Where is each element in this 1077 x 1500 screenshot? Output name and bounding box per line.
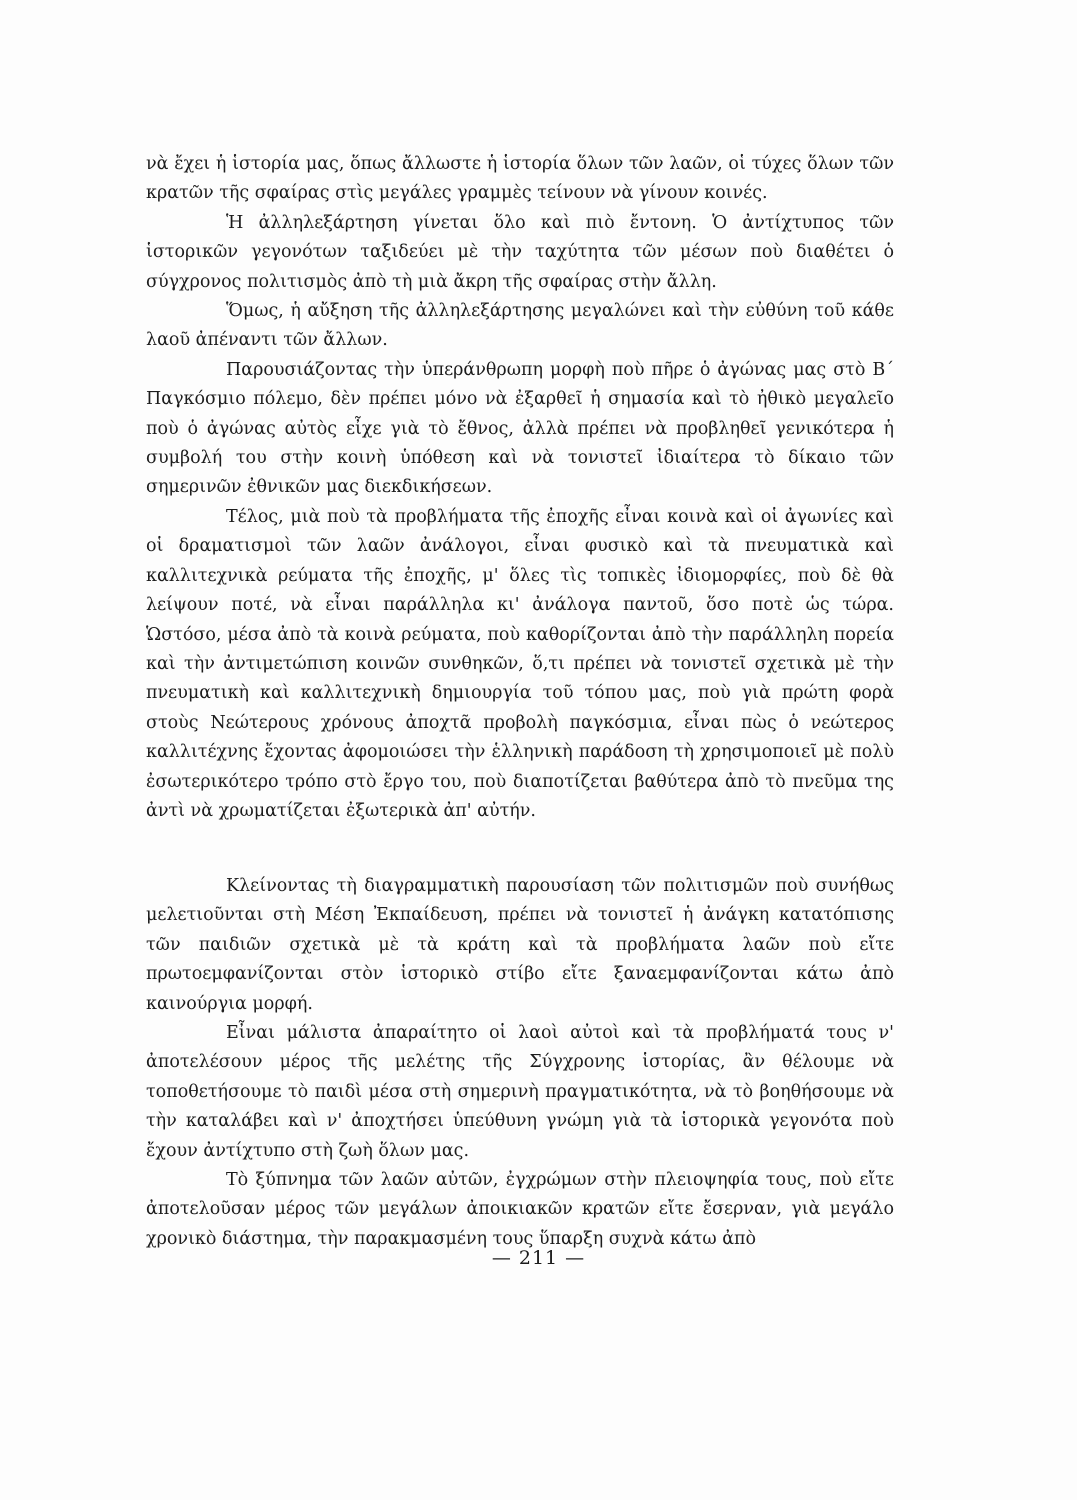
paragraph: νὰ ἔχει ἡ ἱστορία μας, ὅπως ἄλλωστε ἡ ἱστορία ὅλων τῶν λαῶν, οἱ τύχες ὅλων τῶν κρατῶν τῆς σφαίρας στὶς μεγάλες γραμμὲς τείνουν νὰ γίνουν κοινές. — [146, 154, 894, 204]
text-section-1 — [146, 150, 894, 826]
paragraph: Τὸ ξύπνημα τῶν λαῶν αὐτῶν, ἐγχρώμων στὴν πλειοψηφία τους, ποὺ εἴτε ἀποτελοῦσαν μέρος τῶν μεγάλων ἀποικιακῶν κρατῶν εἴτε ἔσερναν, γιὰ μεγάλο χρονικὸ διάστημα, τὴν παρακμασμένη τους ὕπαρξη συχνὰ κάτω ἀπὸ — [146, 1170, 894, 1249]
paragraph: Τέλος, μιὰ ποὺ τὰ προβλήματα τῆς ἐποχῆς εἶναι κοινὰ καὶ οἱ ἀγωνίες καὶ οἱ δραματισμοὶ τῶν λαῶν ἀνάλογοι, εἶναι φυσικὸ καὶ τὰ πνευματικὰ καὶ καλλιτεχνικὰ ρεύματα τῆς ἐποχῆς, μ' ὅλες τὶς τοπικὲς ἰδιομορφίες, ποὺ δὲ θὰ λείψουν ποτέ, νὰ εἶναι παράλληλα κι' ἀνάλογα παντοῦ, ὅσο ποτὲ ὡς τώρα. Ὡστόσο, μέσα ἀπὸ τὰ κοινὰ ρεύματα, ποὺ καθορίζονται ἀπὸ τὴν παράλληλη πορεία καὶ τὴν ἀντιμετώπιση κοινῶν συνθηκῶν, ὅ,τι πρέπει νὰ τονιστεῖ σχετικὰ μὲ τὴν πνευματικὴ καὶ καλλιτεχνικὴ δημιουργία τοῦ τόπου μας, ποὺ γιὰ πρώτη φορὰ στοὺς Νεώτερους χρόνους ἀποχτᾶ προβολὴ παγκόσμια, εἶναι πὼς ὁ νεώτερος καλλιτέχνης ἔχοντας ἀφομοιώσει τὴν ἑλληνικὴ παράδοση τὴ χρησιμοποιεῖ μὲ πολὺ ἐσωτερικότερο τρόπο στὸ ἔργο του, ποὺ διαποτίζεται βαθύτερα ἀπὸ τὸ πνεῦμα της ἀντὶ νὰ χρωματίζεται ἐξωτερικὰ ἀπ' αὐτήν. — [146, 506, 894, 821]
paragraph: Ὅμως, ἡ αὔξηση τῆς ἀλληλεξάρτησης μεγαλώνει καὶ τὴν εὐθύνη τοῦ κάθε λαοῦ ἀπέναντι τῶν ἄλλων. — [146, 301, 894, 351]
page-number: — 211 — — [491, 1247, 586, 1269]
paragraph: Κλείνοντας τὴ διαγραμματικὴ παρουσίαση τῶν πολιτισμῶν ποὺ συνήθως μελετιοῦνται στὴ Μέση Ἐκπαίδευση, πρέπει νὰ τονιστεῖ ἡ ἀνάγκη κατατόπισης τῶν παιδιῶν σχετικὰ μὲ τὰ κράτη καὶ τὰ προβλήματα λαῶν ποὺ εἴτε πρωτοεμφανίζονται στὸν ἱστορικὸ στίβο εἴτε ξαναεμφανίζονται κάτω ἀπὸ καινούργια μορφή. — [146, 876, 894, 1014]
paragraph: Εἶναι μάλιστα ἀπαραίτητο οἱ λαοὶ αὐτοὶ καὶ τὰ προβλήματά τους ν' ἀποτελέσουν μέρος τῆς μελέτης τῆς Σύγχρονης ἱστορίας, ἂν θέλουμε νὰ τοποθετήσουμε τὸ παιδὶ μέσα στὴ σημερινὴ πραγματικότητα, νὰ τὸ βοηθήσουμε νὰ τὴν καταλάβει καὶ ν' ἀποχτήσει ὑπεύθυνη γνώμη γιὰ τὰ ἱστορικὰ γεγονότα ποὺ ἔχουν ἀντίχτυπο στὴ ζωὴ ὅλων μας. — [146, 1023, 894, 1161]
paragraph: Ἡ ἀλληλεξάρτηση γίνεται ὅλο καὶ πιὸ ἔντονη. Ὁ ἀντίχτυπος τῶν ἱστορικῶν γεγονότων ταξιδεύει μὲ τὴν ταχύτητα τῶν μέσων ποὺ διαθέτει ὁ σύγχρονος πολιτισμὸς ἀπὸ τὴ μιὰ ἄκρη τῆς σφαίρας στὴν ἄλλη. — [146, 212, 894, 292]
paragraph: Παρουσιάζοντας τὴν ὑπεράνθρωπη μορφὴ ποὺ πῆρε ὁ ἀγώνας μας στὸ Β΄ Παγκόσμιο πόλεμο, δὲν πρέπει μόνο νὰ ἐξαρθεῖ ἡ σημασία καὶ τὸ ἠθικὸ μεγαλεῖο ποὺ ὁ ἀγώνας αὐτὸς εἶχε γιὰ τὸ ἔθνος, ἀλλὰ πρέπει νὰ προβληθεῖ γενικότερα ἡ συμβολή του στὴν κοινὴ ὑπόθεση καὶ νὰ τονιστεῖ ἰδιαίτερα τὸ δίκαιο τῶν σημερινῶν ἐθνικῶν μας διεκδικήσεων. — [146, 359, 894, 498]
text-section-2 — [146, 872, 894, 1254]
